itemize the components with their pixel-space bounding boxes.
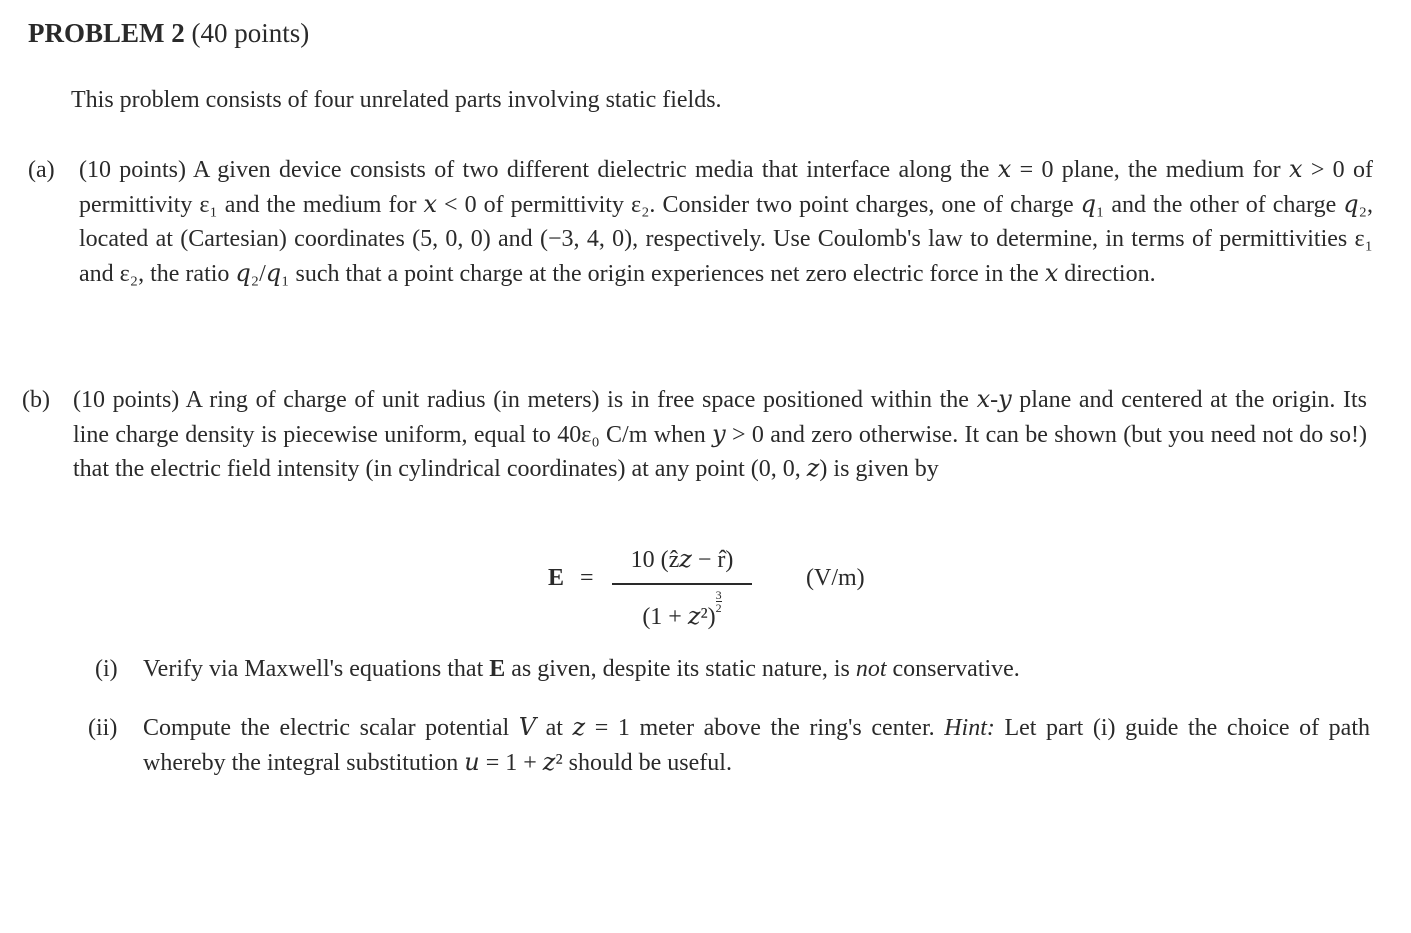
subpart-ii-text-after: Let part (i) guide the choice of path whereby the integral substitution 𝑢 = 1 + 𝑧² should be useful. — [143, 715, 1371, 776]
part-b-text: (10 points) A ring of charge of unit radius (in meters) is in free space positioned within the 𝑥-𝑦 plane and centered at the origin. Its line charge density is piecewise uniform, equal to 40ε₀ C/m when 𝑦 > 0 and zero otherwise. It can be shown (but you need not do so!) that the electric field intensity (in cylindrical coordinates) at any point (0, 0, 𝑧) is given by — [73, 387, 1367, 482]
denominator-exponent — [716, 589, 722, 614]
part-b — [22, 383, 1367, 487]
subpart-ii-marker: (ii) — [88, 715, 118, 741]
subpart-i-marker: (i) — [95, 656, 118, 682]
equation-numerator: 10 (ẑ𝑧 − r̂) — [630, 547, 734, 573]
part-b-marker: (b) — [22, 387, 50, 413]
part-a — [28, 153, 1373, 291]
subpart-i-text — [143, 652, 1370, 687]
equation-equals: = — [580, 565, 594, 591]
problem-label: PROBLEM 2 — [28, 18, 185, 48]
part-a-marker: (a) — [28, 157, 55, 183]
equation-lhs: E — [548, 565, 565, 591]
subpart-ii-text — [143, 711, 1370, 780]
subpart-i — [95, 652, 1370, 687]
fraction-bar — [612, 583, 752, 585]
equation-denominator — [612, 589, 752, 631]
subpart-ii — [88, 711, 1370, 780]
subpart-i-emphasis: not — [855, 656, 887, 682]
part-a-text: (10 points) A given device consists of two different dielectric media that interface along the 𝑥 = 0 plane, the medium for 𝑥 > 0 of permittivity ε₁ and the medium for 𝑥 < 0 of permittivity ε₂. Consider two point charges, one of charge 𝑞₁ and the other of charge 𝑞₂, located at (Cartesian) coordinates (5, 0, 0) and (−3, 4, 0), respectively. Use Coulomb's law to determine, in terms of permittivities ε₁ and ε₂, the ratio 𝑞₂/𝑞₁ such that a point charge at the origin experiences net zero electric force in the 𝑥 direction. — [79, 157, 1373, 287]
field-equation — [548, 545, 908, 630]
denominator-base: (1 + 𝑧²) — [642, 604, 716, 630]
equation-units: (V/m) — [806, 565, 865, 591]
exponent-denominator: 2 — [715, 601, 722, 615]
problem-intro: This problem consists of four unrelated parts involving static fields. — [71, 87, 722, 113]
subpart-i-text-after: conservative. — [886, 656, 1020, 682]
problem-points: (40 points) — [191, 18, 310, 48]
problem-title — [28, 18, 309, 49]
subpart-ii-text-before: Compute the electric scalar potential 𝑉 at 𝑧 = 1 meter above the ring's center. — [143, 715, 945, 741]
subpart-i-bold-e: E — [489, 656, 506, 682]
subpart-ii-hint-label: Hint: — [944, 715, 995, 741]
subpart-i-text-mid: as given, despite its static nature, is — [505, 656, 856, 682]
exponent-numerator: 3 — [715, 588, 722, 602]
subpart-i-text-before: Verify via Maxwell's equations that — [143, 656, 490, 682]
